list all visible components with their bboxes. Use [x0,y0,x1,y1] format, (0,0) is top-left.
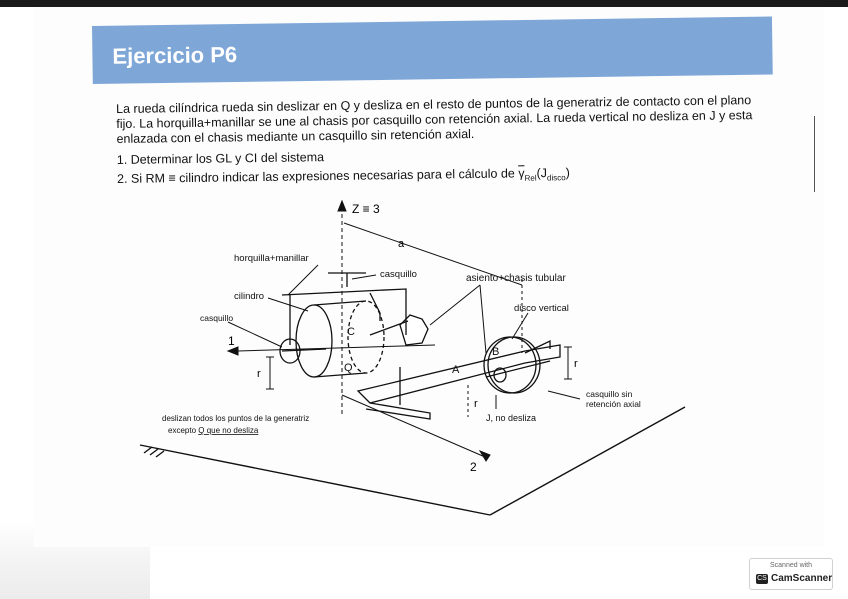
asiento-label: asiento+chasis tubular [466,273,566,284]
retencion-axial-label: retención axial [586,399,641,409]
point-c: C [347,326,355,338]
z-axis [338,201,346,415]
cilindro-label: cilindro [234,291,265,302]
exercise-text [116,93,757,195]
camscanner-name: CamScanner [771,573,833,584]
axis-2-label: 2 [470,460,477,474]
paren-close: ) [565,165,570,180]
q-no-desliza: Q que no desliza [198,426,259,435]
casquillo-sin-label: casquillo sin [586,389,633,399]
point-a: A [452,364,460,376]
r-right-label: r [574,358,578,370]
z-axis-label: Z ≡ 3 [352,202,380,216]
ground-plane [140,407,685,515]
camscanner-watermark [749,558,833,590]
cylinder-wheel [280,301,384,377]
paren-open: (J [536,165,548,181]
scanned-with-text: Scanned with [769,562,813,569]
deslizan-label-1: deslizan todos los puntos de la generatriz [162,414,310,423]
casquillo-top-label: casquillo [380,269,417,280]
axis-1-label: 1 [228,334,235,348]
casquillo-left-label: casquillo [200,313,234,323]
margin-line [814,116,815,192]
camscanner-logo-icon: CS [757,575,767,582]
deslizan-prefix: excepto [168,426,199,435]
question-2 [117,163,757,191]
title-bar [92,17,773,84]
j-no-desliza-label: J, no desliza [486,413,537,423]
r-left-label: r [257,368,261,380]
slide-title: Ejercicio P6 [112,41,238,69]
r-mid-label: r [474,398,478,410]
dimension-a [344,223,522,353]
problem-statement: La rueda cilíndrica rueda sin deslizar en Q y desliza en el resto de puntos de la generatriz de contacto con el plano fijo. La horquilla+manillar se une al chasis por casquillo con retención axial. La rueda vertical no desliza en J y esta enlazada con el chasis mediante un casquillo sin retención axial. [116,93,753,146]
point-q: Q [344,362,353,374]
disco-label: disco vertical [514,303,569,314]
point-b: B [492,346,500,358]
mechanism-diagram [130,195,690,525]
question-1: 1. Determinar los GL y CI del sistema [116,150,325,167]
scan-top-edge [0,0,848,7]
question-2-text: 2. Si RM ≡ cilindro indicar las expresiones necesarias para el cálculo de [116,166,519,186]
a-label: a [398,238,405,250]
horquilla-label: horquilla+manillar [234,253,309,264]
deslizan-label-2 [168,426,259,435]
radius-markers [266,347,572,417]
gamma-symbol: $\overline{\gamma}$ [518,166,525,181]
gamma-subscript: Rel [524,173,537,183]
disco-subscript: disco [546,173,566,183]
